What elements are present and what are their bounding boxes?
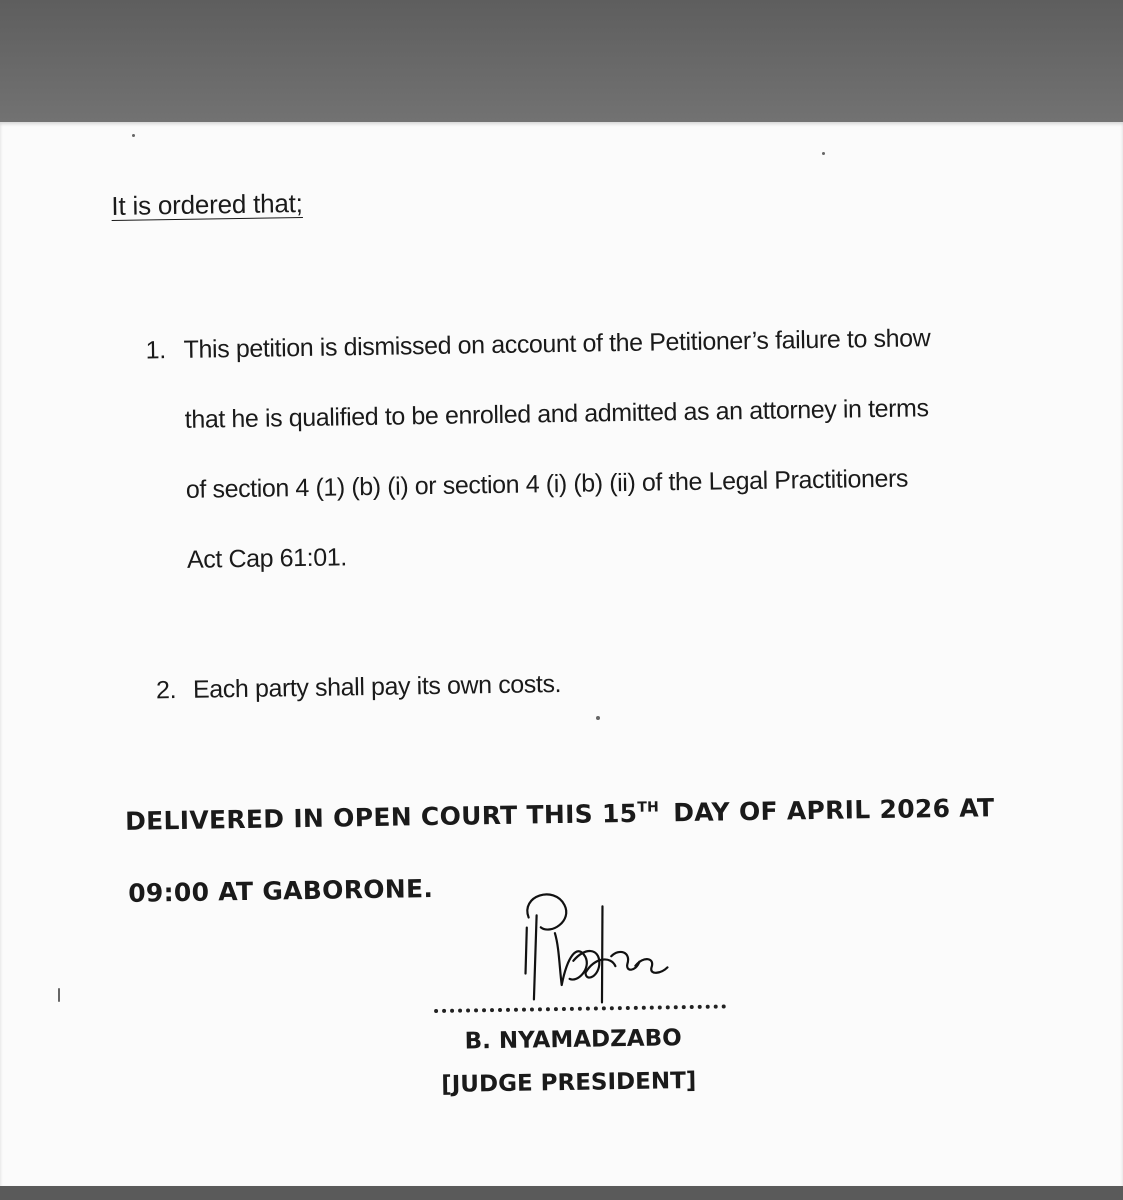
delivery-prefix: DELIVERED IN OPEN COURT THIS 15 <box>124 798 638 836</box>
scan-speck <box>596 716 600 720</box>
delivery-line-2: 09:00 AT GABORONE. <box>127 874 434 908</box>
scan-speck <box>58 988 60 1002</box>
item-2-number: 2. <box>155 676 177 705</box>
signature-mark <box>514 885 686 1008</box>
signature-line <box>434 1004 726 1013</box>
item-1-line-4: Act Cap 61:01. <box>186 543 347 574</box>
scan-speck <box>132 134 135 137</box>
item-1-line-1: This petition is dismissed on account of the Petitioner’s failure to show <box>183 324 931 364</box>
delivery-superscript: TH <box>637 799 660 816</box>
item-1-line-3: of section 4 (1) (b) (i) or section 4 (i) (b) (ii) of the Legal Practitioners <box>185 464 909 504</box>
viewer-top-bar <box>0 0 1123 122</box>
signatory-name: B. NYAMADZABO <box>464 1025 682 1055</box>
item-2-line-1: Each party shall pay its own costs. <box>192 669 562 704</box>
viewer-bottom-bar <box>0 1186 1123 1200</box>
item-1-number: 1. <box>145 336 167 365</box>
scan-speck <box>822 152 825 155</box>
delivery-line-1 <box>125 793 995 836</box>
order-heading: It is ordered that; <box>111 187 303 221</box>
item-1-line-2: that he is qualified to be enrolled and admitted as an attorney in terms <box>184 394 929 434</box>
document-page <box>0 122 1123 1186</box>
document-content <box>0 113 1123 1195</box>
delivery-suffix: DAY OF APRIL 2026 AT <box>673 793 995 828</box>
signatory-title: [JUDGE PRESIDENT] <box>441 1067 697 1098</box>
